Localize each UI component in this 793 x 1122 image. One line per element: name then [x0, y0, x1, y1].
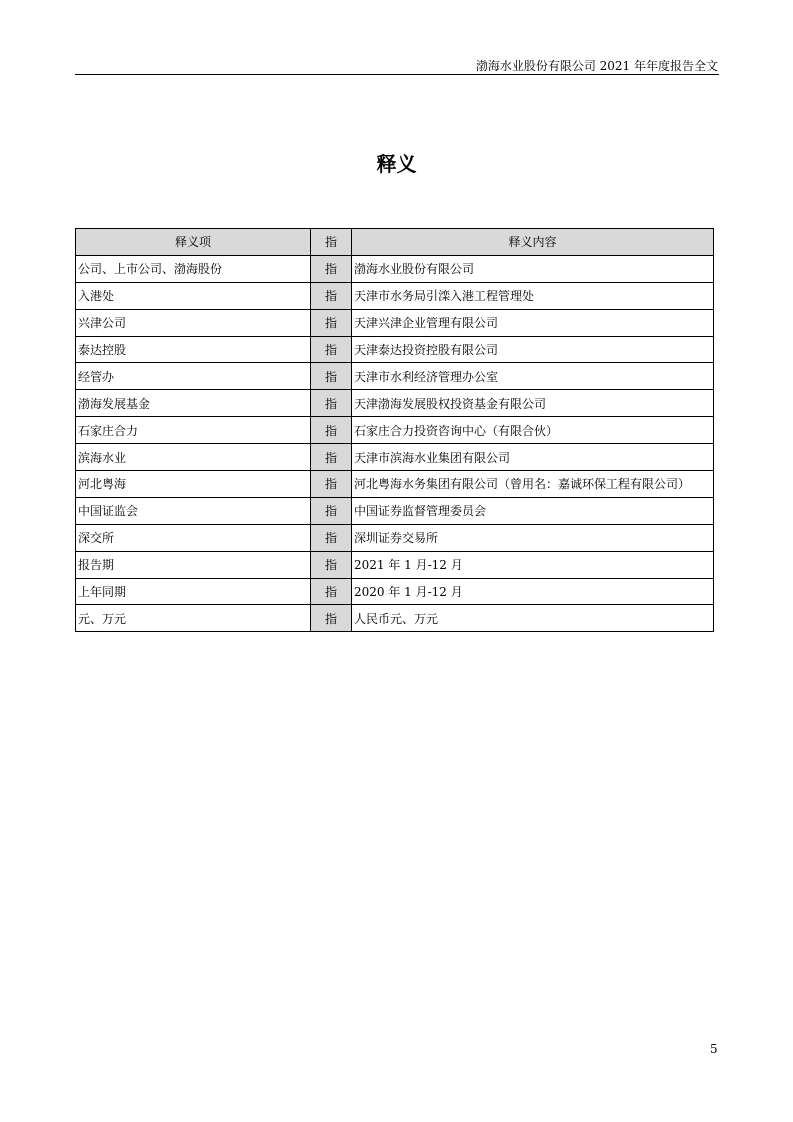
table-row — [76, 390, 714, 417]
cell-refers: 指 — [311, 605, 352, 632]
page-title: 释义 — [376, 152, 417, 176]
table-row — [76, 551, 714, 578]
cell-refers: 指 — [311, 578, 352, 605]
cell-term: 滨海水业 — [76, 444, 311, 471]
cell-refers: 指 — [311, 417, 352, 444]
table-row — [76, 471, 714, 498]
cell-definition: 深圳证券交易所 — [352, 524, 714, 551]
table-row — [76, 336, 714, 363]
table-row — [76, 444, 714, 471]
cell-term: 兴津公司 — [76, 309, 311, 336]
table-row — [76, 309, 714, 336]
table-row — [76, 497, 714, 524]
table-row — [76, 363, 714, 390]
cell-definition: 人民币元、万元 — [352, 605, 714, 632]
table-header-row — [76, 229, 714, 256]
table-row — [76, 524, 714, 551]
running-header: 渤海水业股份有限公司 2021 年年度报告全文 — [475, 59, 718, 73]
cell-refers: 指 — [311, 282, 352, 309]
cell-definition: 2020 年 1 月-12 月 — [352, 578, 714, 605]
header-divider — [75, 74, 719, 75]
cell-definition: 中国证券监督管理委员会 — [352, 497, 714, 524]
cell-term: 石家庄合力 — [76, 417, 311, 444]
definitions-table — [75, 228, 714, 632]
cell-definition: 天津市水务局引滦入港工程管理处 — [352, 282, 714, 309]
cell-definition: 天津泰达投资控股有限公司 — [352, 336, 714, 363]
column-header-term: 释义项 — [76, 229, 311, 256]
cell-term: 上年同期 — [76, 578, 311, 605]
cell-term: 深交所 — [76, 524, 311, 551]
cell-refers: 指 — [311, 471, 352, 498]
cell-definition: 天津市滨海水业集团有限公司 — [352, 444, 714, 471]
cell-term: 中国证监会 — [76, 497, 311, 524]
cell-definition: 天津兴津企业管理有限公司 — [352, 309, 714, 336]
cell-refers: 指 — [311, 363, 352, 390]
page-number: 5 — [710, 1042, 718, 1056]
cell-term: 泰达控股 — [76, 336, 311, 363]
cell-definition: 河北粤海水务集团有限公司（曾用名：嘉诚环保工程有限公司） — [352, 471, 714, 498]
cell-definition: 2021 年 1 月-12 月 — [352, 551, 714, 578]
cell-term: 河北粤海 — [76, 471, 311, 498]
cell-term: 入港处 — [76, 282, 311, 309]
cell-term: 元、万元 — [76, 605, 311, 632]
cell-term: 渤海发展基金 — [76, 390, 311, 417]
cell-refers: 指 — [311, 497, 352, 524]
cell-refers: 指 — [311, 524, 352, 551]
cell-refers: 指 — [311, 444, 352, 471]
table-row — [76, 578, 714, 605]
cell-term: 经管办 — [76, 363, 311, 390]
cell-refers: 指 — [311, 551, 352, 578]
column-header-refers: 指 — [311, 229, 352, 256]
cell-refers: 指 — [311, 309, 352, 336]
table-row — [76, 282, 714, 309]
table-row — [76, 255, 714, 282]
cell-definition: 天津市水利经济管理办公室 — [352, 363, 714, 390]
column-header-definition: 释义内容 — [352, 229, 714, 256]
cell-definition: 渤海水业股份有限公司 — [352, 255, 714, 282]
cell-term: 公司、上市公司、渤海股份 — [76, 255, 311, 282]
cell-refers: 指 — [311, 255, 352, 282]
table-row — [76, 417, 714, 444]
cell-definition: 天津渤海发展股权投资基金有限公司 — [352, 390, 714, 417]
cell-definition: 石家庄合力投资咨询中心（有限合伙） — [352, 417, 714, 444]
cell-refers: 指 — [311, 336, 352, 363]
table-row — [76, 605, 714, 632]
cell-term: 报告期 — [76, 551, 311, 578]
cell-refers: 指 — [311, 390, 352, 417]
